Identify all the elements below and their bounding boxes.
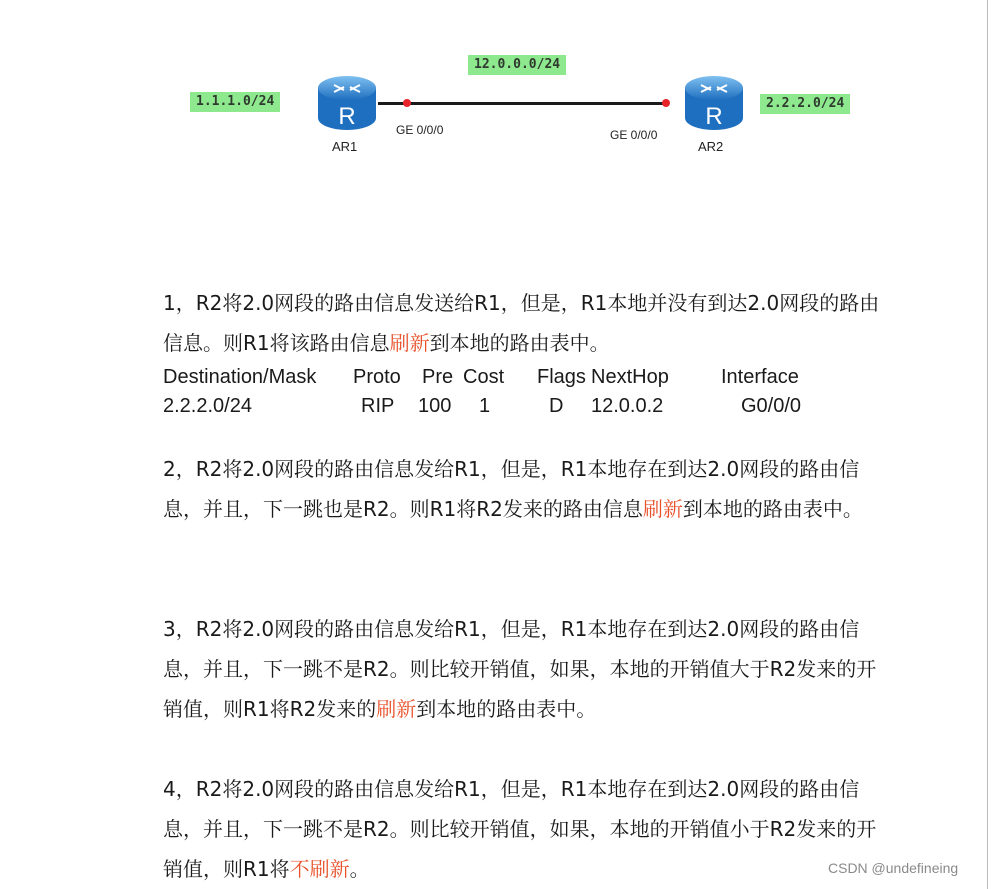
paragraph-4: [163, 769, 883, 889]
rt-cell-nexthop: 12.0.0.2: [591, 395, 664, 417]
router-name-ar1: AR1: [332, 139, 358, 154]
rt-cell-pre: 100: [418, 395, 452, 417]
port-label-ar2: GE 0/0/0: [610, 128, 658, 142]
routing-table-header: [163, 362, 883, 392]
paragraph-text: 到本地的路由表中。: [682, 497, 863, 521]
router-icon: [683, 72, 745, 134]
paragraph-2: [163, 449, 883, 529]
highlight-text: 刷新: [376, 697, 417, 721]
routing-table-row: [163, 391, 883, 421]
paragraph-1: [163, 283, 883, 363]
highlight-text: 不刷新: [289, 857, 350, 881]
rt-cell-interface: G0/0/0: [741, 395, 802, 417]
router-icon: [316, 72, 378, 134]
rt-header-nexthop: NextHop: [591, 366, 669, 388]
paragraph-text: 2，R2将2.0网段的路由信息发给R1，但是，R1本地存在到达2.0网段的路由信息，并且，下一跳也是R2。则R1将R2发来的路由信息: [163, 457, 860, 521]
paragraph-3: [163, 609, 883, 729]
rt-cell-cost: 1: [479, 395, 491, 417]
svg-text:R: R: [338, 103, 356, 130]
paragraph-text: 到本地的路由表中。: [416, 697, 597, 721]
paragraph-text: 。: [349, 857, 370, 881]
svg-text:R: R: [705, 103, 723, 130]
rt-header-cost: Cost: [463, 366, 505, 388]
network-label-middle: 12.0.0.0/24: [468, 55, 566, 75]
port-dot-ar1: [403, 99, 411, 107]
rt-header-interface: Interface: [721, 366, 799, 388]
port-label-ar1: GE 0/0/0: [396, 123, 444, 137]
watermark: CSDN @undefineing: [828, 860, 959, 876]
paragraph-text: 1，R2将2.0网段的路由信息发送给R1，但是，R1本地并没有到达2.0网段的路由信息。则R1将该路由信息: [163, 291, 880, 355]
rt-header-flags: Flags: [537, 366, 586, 388]
paragraph-text: 4，R2将2.0网段的路由信息发给R1，但是，R1本地存在到达2.0网段的路由信息，并且，下一跳不是R2。则比较开销值，如果，本地的开销值小于R2发来的开销值，则R1将: [163, 777, 877, 881]
network-topology: [0, 0, 991, 200]
paragraph-text: 3，R2将2.0网段的路由信息发给R1，但是，R1本地存在到达2.0网段的路由信息，并且，下一跳不是R2。则比较开销值，如果，本地的开销值大于R2发来的开销值，则R1将R2发来的: [163, 617, 877, 721]
rt-cell-flags: D: [549, 395, 564, 417]
port-dot-ar2: [662, 99, 670, 107]
rt-cell-proto: RIP: [361, 395, 395, 417]
rt-header-destination: Destination/Mask: [163, 366, 317, 388]
rt-header-pre: Pre: [422, 366, 454, 388]
rt-header-proto: Proto: [353, 366, 401, 388]
highlight-text: 刷新: [389, 331, 430, 355]
network-label-left: 1.1.1.0/24: [190, 92, 280, 112]
router-name-ar2: AR2: [698, 139, 724, 154]
rt-cell-destination: 2.2.2.0/24: [163, 395, 252, 417]
link-line: [378, 102, 666, 105]
highlight-text: 刷新: [642, 497, 683, 521]
paragraph-text: 到本地的路由表中。: [429, 331, 610, 355]
network-label-right: 2.2.2.0/24: [760, 94, 850, 114]
